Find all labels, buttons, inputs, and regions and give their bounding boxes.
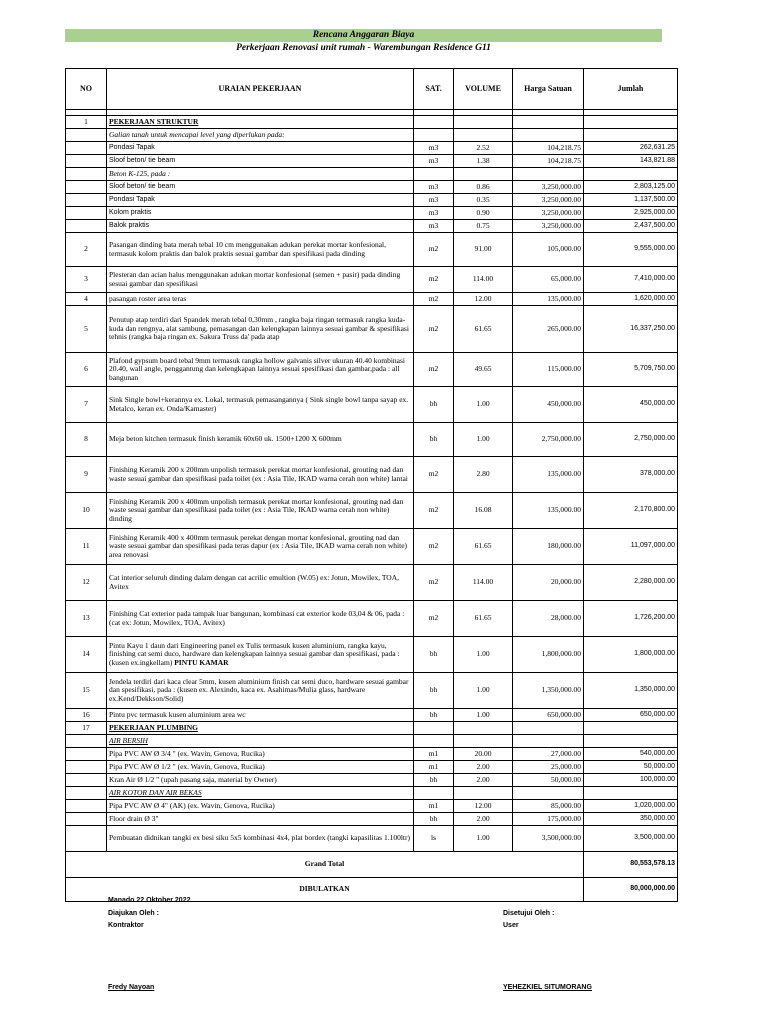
item-description-text: Pasangan dinding bata merah tebal 10 cm menggunakan adukan perekat mortar konfesional, termasuk kolom praktis dan balok praktis sesuai gambar dan spesifikasi pada dinding xyxy=(109,239,386,258)
item-volume: 1.00 xyxy=(454,673,513,709)
item-description-text: Plafond gypsum board tebal 9mm termasuk rangka hollow galvanis silver ukuran 40.40 kombinasi 20.40, wall angle, penggantung dan kelengkapan lainnya sesuai spesifikasi dan gambar,pada : all bangunan xyxy=(109,355,405,382)
item-unit xyxy=(414,722,454,735)
item-volume: 2.80 xyxy=(454,457,513,493)
item-unit-price: 3,250,000.00 xyxy=(513,181,584,194)
item-number: 9 xyxy=(66,457,107,493)
item-description xyxy=(107,722,414,735)
item-unit-price: 20,000.00 xyxy=(513,565,584,601)
item-amount: 2,803,125.00 xyxy=(584,181,678,194)
item-volume: 61.65 xyxy=(454,306,513,353)
col-header-volume: VOLUME xyxy=(454,69,513,110)
item-amount xyxy=(584,735,678,748)
item-unit-price: 650,000.00 xyxy=(513,709,584,722)
submitted-by-label: Diajukan Oleh : xyxy=(108,910,159,917)
item-volume xyxy=(454,129,513,142)
col-header-amount: Jumlah xyxy=(584,69,678,110)
item-amount: 1,137,500.00 xyxy=(584,194,678,207)
item-description-text: Pembuatan didnikan tangki ex besi siku 5x5 kombinasi 4x4, plat bordex (tangki kapasilitas 1.100ltr) xyxy=(109,833,410,843)
item-description xyxy=(107,423,414,457)
item-description-text: Pipa PVC AW Ø 4" (AK) (ex. Wavin, Genova, Rucika) xyxy=(109,800,275,810)
item-amount: 1,726,200.00 xyxy=(584,601,678,637)
table-row xyxy=(66,194,678,207)
table-row xyxy=(66,813,678,826)
item-description xyxy=(107,233,414,267)
item-unit-price: 3,250,000.00 xyxy=(513,220,584,233)
item-amount xyxy=(584,129,678,142)
item-number: 11 xyxy=(66,529,107,565)
item-description-text: Pipa PVC AW Ø 1/2 " (ex. Wavin, Genova, Rucika) xyxy=(109,761,265,771)
table-row xyxy=(66,353,678,387)
item-unit-price: 105,000.00 xyxy=(513,233,584,267)
item-volume: 16.08 xyxy=(454,493,513,529)
item-amount: 3,500,000.00 xyxy=(584,826,678,852)
item-number: 6 xyxy=(66,353,107,387)
item-volume xyxy=(454,787,513,800)
item-unit-price: 104,218.75 xyxy=(513,155,584,168)
item-description xyxy=(107,116,414,129)
item-description xyxy=(107,387,414,423)
item-number: 8 xyxy=(66,423,107,457)
item-number: 13 xyxy=(66,601,107,637)
item-description xyxy=(107,493,414,529)
item-number xyxy=(66,207,107,220)
item-amount: 1,020,000.00 xyxy=(584,800,678,813)
item-number xyxy=(66,800,107,813)
item-amount xyxy=(584,722,678,735)
approved-by-label: Disetujui Oleh : xyxy=(503,910,555,917)
item-unit: m2 xyxy=(414,565,454,601)
item-description-text: Sloof beton/ tie beam xyxy=(109,182,176,190)
item-unit-price: 85,000.00 xyxy=(513,800,584,813)
item-number xyxy=(66,774,107,787)
item-unit xyxy=(414,168,454,181)
item-number xyxy=(66,194,107,207)
item-description xyxy=(107,813,414,826)
item-volume: 1.00 xyxy=(454,387,513,423)
item-amount: 540,000.00 xyxy=(584,748,678,761)
item-amount: 7,410,000.00 xyxy=(584,267,678,293)
item-volume xyxy=(454,722,513,735)
item-description xyxy=(107,529,414,565)
item-unit-price xyxy=(513,787,584,800)
item-number xyxy=(66,129,107,142)
item-amount: 100,000.00 xyxy=(584,774,678,787)
item-volume: 1.00 xyxy=(454,709,513,722)
item-number: 17 xyxy=(66,722,107,735)
approver-name: YEHEZKIEL SITUMORANG xyxy=(503,984,592,991)
item-volume: 61.65 xyxy=(454,529,513,565)
item-amount: 378,000.00 xyxy=(584,457,678,493)
item-volume: 2.52 xyxy=(454,142,513,155)
item-description xyxy=(107,761,414,774)
item-amount: 1,620,000.00 xyxy=(584,293,678,306)
item-description-text: Pondasi Tapak xyxy=(109,143,155,151)
item-volume: 2.00 xyxy=(454,813,513,826)
item-volume: 61.65 xyxy=(454,601,513,637)
item-unit-price: 25,000.00 xyxy=(513,761,584,774)
item-amount: 11,097,000.00 xyxy=(584,529,678,565)
item-volume: 91.00 xyxy=(454,233,513,267)
item-description-highlight: PINTU KAMAR xyxy=(172,657,229,667)
item-description xyxy=(107,306,414,353)
item-unit-price xyxy=(513,129,584,142)
grand-total-value: 80,553,578.13 xyxy=(584,852,678,878)
item-number: 1 xyxy=(66,116,107,129)
item-unit-price: 265,000.00 xyxy=(513,306,584,353)
item-description-text: Finishing Keramik 200 x 200mm unpolish termasuk perekat mortar konfesional, grouting nad dan waste sesuai gambar dan spesifikasi pada toilet (ex : Asia Tile, IKAD warna cerah non white) lantai xyxy=(109,464,408,483)
item-volume xyxy=(454,168,513,181)
item-unit: bh xyxy=(414,637,454,673)
item-number: 3 xyxy=(66,267,107,293)
item-unit-price: 1,350,000.00 xyxy=(513,673,584,709)
item-unit xyxy=(414,129,454,142)
table-row xyxy=(66,181,678,194)
document-title: Rencana Anggaran Biaya xyxy=(65,29,662,42)
item-description xyxy=(107,800,414,813)
table-row xyxy=(66,800,678,813)
item-volume: 1.00 xyxy=(454,637,513,673)
item-amount: 2,170,800.00 xyxy=(584,493,678,529)
item-description-text: AIR KOTOR DAN AIR BEKAS xyxy=(109,787,202,797)
table-row xyxy=(66,155,678,168)
item-description-text: Jendela terdiri dari kaca clear 5mm, kusen aluminium finish cat semi duco, hardware sesuai gambar dan spesifikasi, pada : (kusen ex. Alexindo, kaca ex. Asahimas/Mulia glass, hardware ex.Kend/Dekkson/Solid) xyxy=(109,676,409,703)
item-number: 15 xyxy=(66,673,107,709)
table-row xyxy=(66,387,678,423)
table-row xyxy=(66,722,678,735)
item-unit-price: 175,000.00 xyxy=(513,813,584,826)
item-volume: 1.00 xyxy=(454,423,513,457)
table-row xyxy=(66,267,678,293)
item-unit: m2 xyxy=(414,529,454,565)
item-description-text: Cat interior seluruh dinding dalam dengan cat acrilic emultion (W.05) ex: Jotun, Mowilex, TOA, Avitex xyxy=(109,572,400,591)
item-amount: 2,925,000.00 xyxy=(584,207,678,220)
item-amount: 2,750,000.00 xyxy=(584,423,678,457)
approved-by-role: User xyxy=(503,922,519,929)
item-amount: 2,280,000.00 xyxy=(584,565,678,601)
rounded-total-label: DIBULATKAN xyxy=(66,878,584,902)
item-unit: m1 xyxy=(414,761,454,774)
item-unit-price xyxy=(513,722,584,735)
item-unit-price: 2,750,000.00 xyxy=(513,423,584,457)
item-number: 14 xyxy=(66,637,107,673)
item-number xyxy=(66,761,107,774)
item-number xyxy=(66,735,107,748)
table-row xyxy=(66,207,678,220)
item-unit-price: 3,500,000.00 xyxy=(513,826,584,852)
table-row xyxy=(66,826,678,852)
item-unit: m2 xyxy=(414,457,454,493)
item-description-text: AIR BERSIH xyxy=(109,735,148,745)
item-description-text: Finishing Keramik 200 x 400mm unpolish termasuk perekat mortar konfesional, grouting nad dan waste sesuai gambar dan spesifikasi pada toilet (ex : Asia Tile, IKAD warna cerah non white) dinding xyxy=(109,496,404,523)
item-unit-price: 104,218.75 xyxy=(513,142,584,155)
item-description-text: PEKERJAAN PLUMBING xyxy=(109,722,198,732)
item-number: 4 xyxy=(66,293,107,306)
table-row xyxy=(66,306,678,353)
item-description-text: Finishing Keramik 400 x 400mm termasuk perekat dengan mortar konfesional, grouting nad dan waste sesuai gambar dan spesifikasi pada teras dapur (ex : Asia Tile, IKAD warna cerah non white) area renovasi xyxy=(109,532,408,559)
item-amount: 262,631.25 xyxy=(584,142,678,155)
item-description-text: Galian tanah untuk mencapai level yang diperlukan pada: xyxy=(109,129,285,139)
item-unit-price: 135,000.00 xyxy=(513,457,584,493)
item-amount: 16,337,250.00 xyxy=(584,306,678,353)
item-unit: m3 xyxy=(414,155,454,168)
table-header-row xyxy=(66,69,678,110)
item-unit-price xyxy=(513,116,584,129)
item-unit: m2 xyxy=(414,306,454,353)
item-description xyxy=(107,142,414,155)
item-amount: 350,000.00 xyxy=(584,813,678,826)
item-amount xyxy=(584,787,678,800)
item-volume: 114.00 xyxy=(454,565,513,601)
item-number: 5 xyxy=(66,306,107,353)
item-unit: m2 xyxy=(414,601,454,637)
item-amount: 143,821.88 xyxy=(584,155,678,168)
item-unit xyxy=(414,116,454,129)
item-volume: 0.35 xyxy=(454,194,513,207)
item-amount: 1,350,000.00 xyxy=(584,673,678,709)
item-description-text: PEKERJAAN STRUKTUR xyxy=(109,116,199,126)
item-number: 10 xyxy=(66,493,107,529)
table-body xyxy=(66,116,678,852)
item-volume: 20.00 xyxy=(454,748,513,761)
item-amount: 450,000.00 xyxy=(584,387,678,423)
item-unit-price: 115,000.00 xyxy=(513,353,584,387)
item-unit-price: 135,000.00 xyxy=(513,293,584,306)
item-unit-price: 27,000.00 xyxy=(513,748,584,761)
item-amount: 1,800,000.00 xyxy=(584,637,678,673)
table-row xyxy=(66,423,678,457)
item-description xyxy=(107,787,414,800)
item-amount: 9,555,000.00 xyxy=(584,233,678,267)
table-row xyxy=(66,116,678,129)
item-number xyxy=(66,181,107,194)
item-number: 7 xyxy=(66,387,107,423)
table-row xyxy=(66,774,678,787)
item-description xyxy=(107,748,414,761)
item-number xyxy=(66,787,107,800)
item-description-text: Pondasi Tapak xyxy=(109,195,155,203)
item-unit: bh xyxy=(414,673,454,709)
document-subtitle: Perkerjaan Renovasi unit rumah - Warembungan Residence G11 xyxy=(236,43,491,53)
item-number: 12 xyxy=(66,565,107,601)
item-number xyxy=(66,168,107,181)
item-unit-price: 1,800,000.00 xyxy=(513,637,584,673)
item-unit-price: 135,000.00 xyxy=(513,493,584,529)
item-unit: m1 xyxy=(414,748,454,761)
item-unit-price: 450,000.00 xyxy=(513,387,584,423)
item-description-text: pasangan roster area teras xyxy=(109,293,187,303)
item-volume: 49.65 xyxy=(454,353,513,387)
item-unit-price: 65,000.00 xyxy=(513,267,584,293)
item-unit xyxy=(414,787,454,800)
item-unit: bh xyxy=(414,709,454,722)
table-row xyxy=(66,220,678,233)
grand-total-label: Grand Total xyxy=(66,852,584,878)
table-row xyxy=(66,565,678,601)
col-header-unit: SAT. xyxy=(414,69,454,110)
item-description xyxy=(107,267,414,293)
item-volume: 2.00 xyxy=(454,761,513,774)
item-unit: m3 xyxy=(414,194,454,207)
item-volume xyxy=(454,735,513,748)
item-amount xyxy=(584,116,678,129)
item-description-text: Kran Air Ø 1/2 " (upah pasang saja, material by Owner) xyxy=(109,774,277,784)
item-description xyxy=(107,353,414,387)
table-row xyxy=(66,493,678,529)
item-description-text: Sloof beton/ tie beam xyxy=(109,156,176,164)
item-unit: m2 xyxy=(414,267,454,293)
item-description-text: Pipa PVC AW Ø 3/4 " (ex. Wavin, Genova, Rucika) xyxy=(109,748,265,758)
item-description-text: Balok praktis xyxy=(109,221,150,229)
table-row xyxy=(66,457,678,493)
col-header-description: URAIAN PEKERJAAN xyxy=(107,69,414,110)
table-row xyxy=(66,142,678,155)
item-description xyxy=(107,168,414,181)
item-amount: 50,000.00 xyxy=(584,761,678,774)
item-description xyxy=(107,565,414,601)
item-description xyxy=(107,129,414,142)
table-row xyxy=(66,637,678,673)
item-unit xyxy=(414,735,454,748)
item-unit-price: 180,000.00 xyxy=(513,529,584,565)
item-description xyxy=(107,207,414,220)
item-number xyxy=(66,813,107,826)
rounded-total-value: 80,000,000.00 xyxy=(584,878,678,902)
item-unit-price xyxy=(513,168,584,181)
item-description xyxy=(107,181,414,194)
item-description xyxy=(107,155,414,168)
item-description-text: Finishing Cat exterior pada tampak luar bangunan, kombinasi cat exterior kode 03,04 & 06, pada : (cat ex: Jotun, Mowilex, TOA, Avitex) xyxy=(109,608,405,627)
table-row xyxy=(66,761,678,774)
item-amount: 2,437,500.00 xyxy=(584,220,678,233)
item-amount: 5,709,750.00 xyxy=(584,353,678,387)
item-description-text: Beton K-125, pada : xyxy=(109,168,171,178)
item-description xyxy=(107,735,414,748)
item-description xyxy=(107,293,414,306)
item-unit: bh xyxy=(414,387,454,423)
item-description-text: Plesteran dan acian halus menggunakan adukan mortar konfesional (semen + pasir) pada dinding sesuai gambar dan spesifikasi xyxy=(109,269,401,288)
table-row xyxy=(66,168,678,181)
submitted-by-role: Kontraktor xyxy=(108,922,144,929)
item-unit: bh xyxy=(414,423,454,457)
item-volume: 0.90 xyxy=(454,207,513,220)
item-volume: 1.38 xyxy=(454,155,513,168)
item-unit: m3 xyxy=(414,181,454,194)
table-row xyxy=(66,129,678,142)
item-volume: 2.00 xyxy=(454,774,513,787)
cost-estimate-table xyxy=(65,68,678,902)
item-volume: 0.86 xyxy=(454,181,513,194)
item-volume: 0.75 xyxy=(454,220,513,233)
item-number xyxy=(66,748,107,761)
table-row xyxy=(66,233,678,267)
item-unit: ls xyxy=(414,826,454,852)
item-unit: m2 xyxy=(414,493,454,529)
table-row xyxy=(66,748,678,761)
item-volume: 12.00 xyxy=(454,800,513,813)
table-row xyxy=(66,673,678,709)
item-volume xyxy=(454,116,513,129)
table-row xyxy=(66,293,678,306)
item-number: 16 xyxy=(66,709,107,722)
table-row xyxy=(66,735,678,748)
item-description-text: Pintu Kayu 1 daun dari Engineering panel ex Tulis termasuk kusen aluminium, rangka kayu, finishing cat semi duco, hardware dan kelengkapan lainnya sesuai gambar dan spesifikasi, pada : (kusen ex.ingkellam) xyxy=(109,640,400,667)
item-description xyxy=(107,673,414,709)
item-unit: bh xyxy=(414,774,454,787)
item-description xyxy=(107,709,414,722)
item-description-text: Sink Single bowl+kerannya ex. Lokal, termasuk pemasangannya ( Sink single bowl tanpa sayap ex. Metalco, keran ex. Onda/Kamaster) xyxy=(109,394,409,413)
item-number xyxy=(66,826,107,852)
item-number xyxy=(66,220,107,233)
item-description xyxy=(107,637,414,673)
table-row xyxy=(66,529,678,565)
item-unit: m3 xyxy=(414,142,454,155)
place-date: Manado 22 Oktober 2022 xyxy=(108,897,191,904)
submitter-name: Fredy Nayoan xyxy=(108,984,155,991)
item-unit: m3 xyxy=(414,207,454,220)
item-unit-price xyxy=(513,735,584,748)
item-volume: 114.00 xyxy=(454,267,513,293)
item-unit: m1 xyxy=(414,800,454,813)
item-description xyxy=(107,220,414,233)
col-header-no: NO xyxy=(66,69,107,110)
grand-total-row xyxy=(66,852,678,878)
item-number: 2 xyxy=(66,233,107,267)
col-header-unit-price: Harga Satuan xyxy=(513,69,584,110)
item-description xyxy=(107,826,414,852)
item-description-text: Kolom praktis xyxy=(109,208,152,216)
item-unit-price: 28,000.00 xyxy=(513,601,584,637)
item-amount xyxy=(584,168,678,181)
item-description-text: Penutup atap terdiri dari Spandek merah tebal 0,30mm , rangka baja ringan termasuk rangka kuda-kuda dan rengnya, alat sambung, pemasangan dan kelengkapan lainnya sesuai gambar & spesifikasi tehnis (rangka baja ringan ex. Sakura Truss da' pada atap xyxy=(109,315,409,342)
item-description-text: Meja beton kitchen termasuk finish keramik 60x60 uk. 1500+1200 X 600mm xyxy=(109,434,342,444)
item-unit: m2 xyxy=(414,233,454,267)
table-row xyxy=(66,787,678,800)
item-number xyxy=(66,155,107,168)
item-unit: bh xyxy=(414,813,454,826)
item-description xyxy=(107,457,414,493)
item-unit: m3 xyxy=(414,220,454,233)
item-unit-price: 3,250,000.00 xyxy=(513,207,584,220)
item-unit: m2 xyxy=(414,293,454,306)
item-volume: 12.00 xyxy=(454,293,513,306)
item-number xyxy=(66,142,107,155)
item-amount: 650,000.00 xyxy=(584,709,678,722)
item-description-text: Pintu pvc termasuk kusen aluminium area wc xyxy=(109,709,246,719)
item-description xyxy=(107,194,414,207)
item-volume: 1.00 xyxy=(454,826,513,852)
table-row xyxy=(66,709,678,722)
item-description xyxy=(107,774,414,787)
item-description xyxy=(107,601,414,637)
table-row xyxy=(66,601,678,637)
item-unit-price: 50,000.00 xyxy=(513,774,584,787)
item-unit: m2 xyxy=(414,353,454,387)
item-description-text: Floor drain Ø 3" xyxy=(109,813,159,823)
item-unit-price: 3,250,000.00 xyxy=(513,194,584,207)
